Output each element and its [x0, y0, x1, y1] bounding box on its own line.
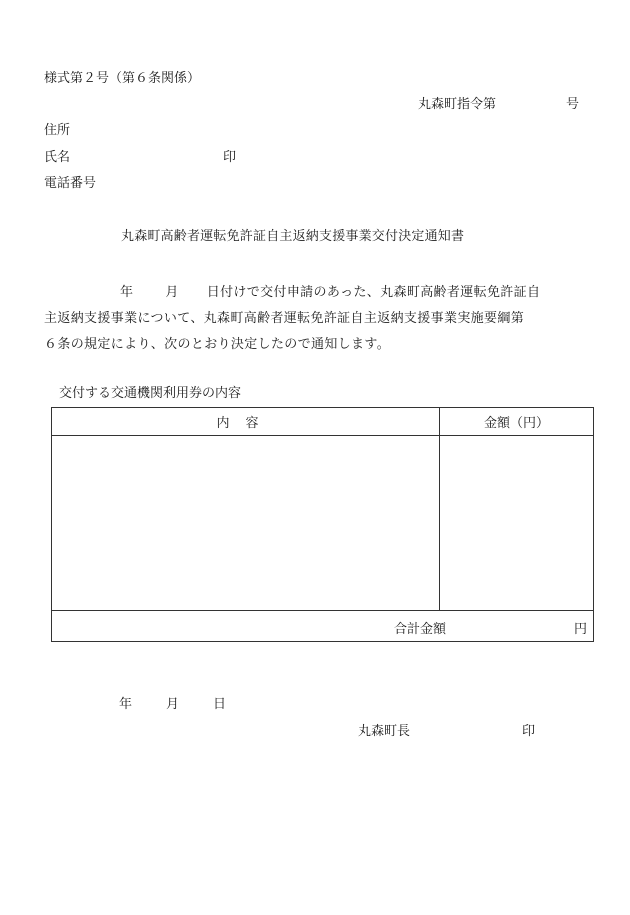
footer-month: 月: [166, 697, 180, 712]
form-number: 様式第２号（第６条関係）: [44, 71, 201, 86]
total-unit: 円: [574, 622, 588, 637]
body-line-1: [44, 280, 589, 306]
document-title: 丸森町高齢者運転免許証自主返納支援事業交付決定通知書: [121, 229, 465, 244]
header-content-label: 内容: [216, 416, 275, 431]
body-line-1-text: 日付けで交付申請のあった、丸森町高齢者運転免許証自: [206, 285, 541, 300]
footer-year: 年: [119, 697, 133, 712]
body-month: 月: [165, 285, 179, 300]
amount-cell: [440, 436, 594, 611]
content-cell: [52, 436, 440, 611]
header-amount-label: 金額（円）: [483, 416, 549, 431]
address-label: 住所: [44, 123, 71, 138]
issuer-name: 丸森町長: [358, 724, 411, 739]
total-label: 合計金額: [394, 622, 447, 637]
table-total-row: [52, 611, 594, 642]
body-line-2: 主返納支援事業について、丸森町高齢者運転免許証自主返納支援事業実施要綱第: [44, 311, 525, 326]
table-body-row: [52, 436, 594, 611]
issue-number-suffix: 号: [566, 97, 580, 112]
issuer-seal-mark: 印: [522, 724, 536, 739]
body-year: 年: [120, 285, 134, 300]
footer-day: 日: [213, 697, 227, 712]
body-line-3: ６条の規定により、次のとおり決定したので通知します。: [44, 337, 391, 352]
phone-label: 電話番号: [44, 176, 97, 191]
table-header-row: [52, 408, 594, 436]
issue-number-prefix: 丸森町指令第: [418, 97, 497, 112]
recipient-seal-mark: 印: [223, 150, 237, 165]
content-table: [51, 407, 594, 642]
body-text: [44, 280, 589, 358]
total-cell: [52, 611, 594, 642]
table-caption: 交付する交通機関利用券の内容: [59, 386, 242, 401]
header-amount: [440, 408, 594, 436]
header-content: [52, 408, 440, 436]
name-label: 氏名: [44, 150, 71, 165]
footer-date: [119, 697, 226, 713]
